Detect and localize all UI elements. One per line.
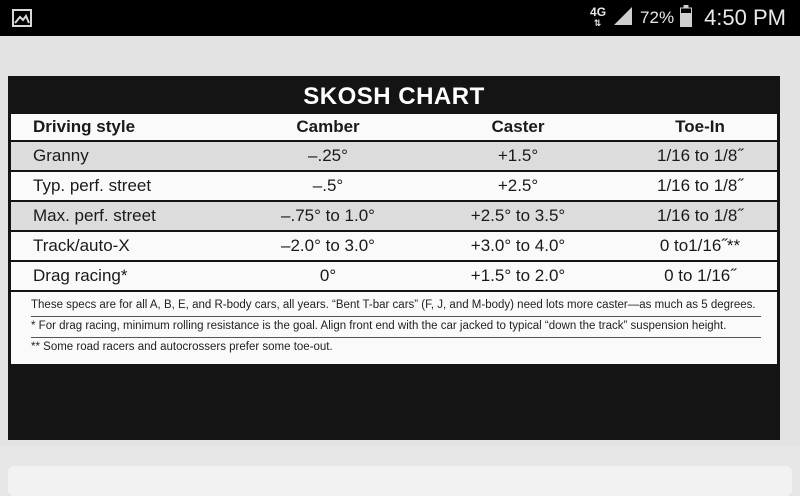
footnote: These specs are for all A, B, E, and R-body cars, all years. “Bent T-bar cars” (F, J, and M-body) need lots more caster—as much as 5 degrees. bbox=[31, 296, 761, 317]
skosh-table bbox=[11, 112, 777, 292]
skosh-chart bbox=[8, 76, 780, 440]
table-cell: 0 to1/16˝** bbox=[623, 232, 777, 260]
column-header: Driving style bbox=[11, 114, 243, 140]
table-row bbox=[11, 232, 777, 260]
table-cell: +1.5° to 2.0° bbox=[413, 262, 623, 290]
table-cell: 0 to 1/16˝ bbox=[623, 262, 777, 290]
column-header: Caster bbox=[413, 114, 623, 140]
table-header-row bbox=[11, 114, 777, 140]
clock: 4:50 PM bbox=[704, 5, 786, 30]
table-cell: Max. perf. street bbox=[11, 202, 243, 230]
footnote: * For drag racing, minimum rolling resistance is the goal. Align front end with the car jacked to typical “down the track” suspension height. bbox=[31, 317, 761, 338]
table-cell: 0° bbox=[243, 262, 413, 290]
table-cell: 1/16 to 1/8˝ bbox=[623, 172, 777, 200]
table-cell: –.5° bbox=[243, 172, 413, 200]
table-cell: 1/16 to 1/8˝ bbox=[623, 202, 777, 230]
table-cell: +2.5° bbox=[413, 172, 623, 200]
network-type-icon: 4G ⇅ bbox=[590, 5, 607, 28]
battery-icon bbox=[680, 5, 692, 32]
table-cell: +3.0° to 4.0° bbox=[413, 232, 623, 260]
chart-footnotes bbox=[11, 292, 777, 364]
table-cell: Drag racing* bbox=[11, 262, 243, 290]
table-cell: –.25° bbox=[243, 142, 413, 170]
table-row bbox=[11, 142, 777, 170]
gallery-notification-icon bbox=[12, 9, 32, 27]
column-header: Camber bbox=[243, 114, 413, 140]
table-row bbox=[11, 172, 777, 200]
table-row bbox=[11, 262, 777, 290]
status-bar-right bbox=[590, 0, 786, 36]
status-bar bbox=[0, 0, 800, 36]
image-viewer[interactable] bbox=[0, 36, 800, 446]
next-card-peek[interactable] bbox=[8, 466, 792, 496]
table-row bbox=[11, 202, 777, 230]
network-type-label: 4G bbox=[590, 5, 607, 19]
table-cell: –.75° to 1.0° bbox=[243, 202, 413, 230]
table-cell: 1/16 to 1/8˝ bbox=[623, 142, 777, 170]
table-cell: +1.5° bbox=[413, 142, 623, 170]
table-cell: –2.0° to 3.0° bbox=[243, 232, 413, 260]
battery-percent: 72% bbox=[640, 8, 675, 27]
column-header: Toe-In bbox=[623, 114, 777, 140]
footnote: ** Some road racers and autocrossers prefer some toe-out. bbox=[31, 341, 333, 353]
signal-strength-icon bbox=[612, 5, 634, 32]
chart-title: SKOSH CHART bbox=[303, 83, 485, 110]
table-cell: +2.5° to 3.5° bbox=[413, 202, 623, 230]
table-cell: Typ. perf. street bbox=[11, 172, 243, 200]
table-cell: Track/auto-X bbox=[11, 232, 243, 260]
table-cell: Granny bbox=[11, 142, 243, 170]
